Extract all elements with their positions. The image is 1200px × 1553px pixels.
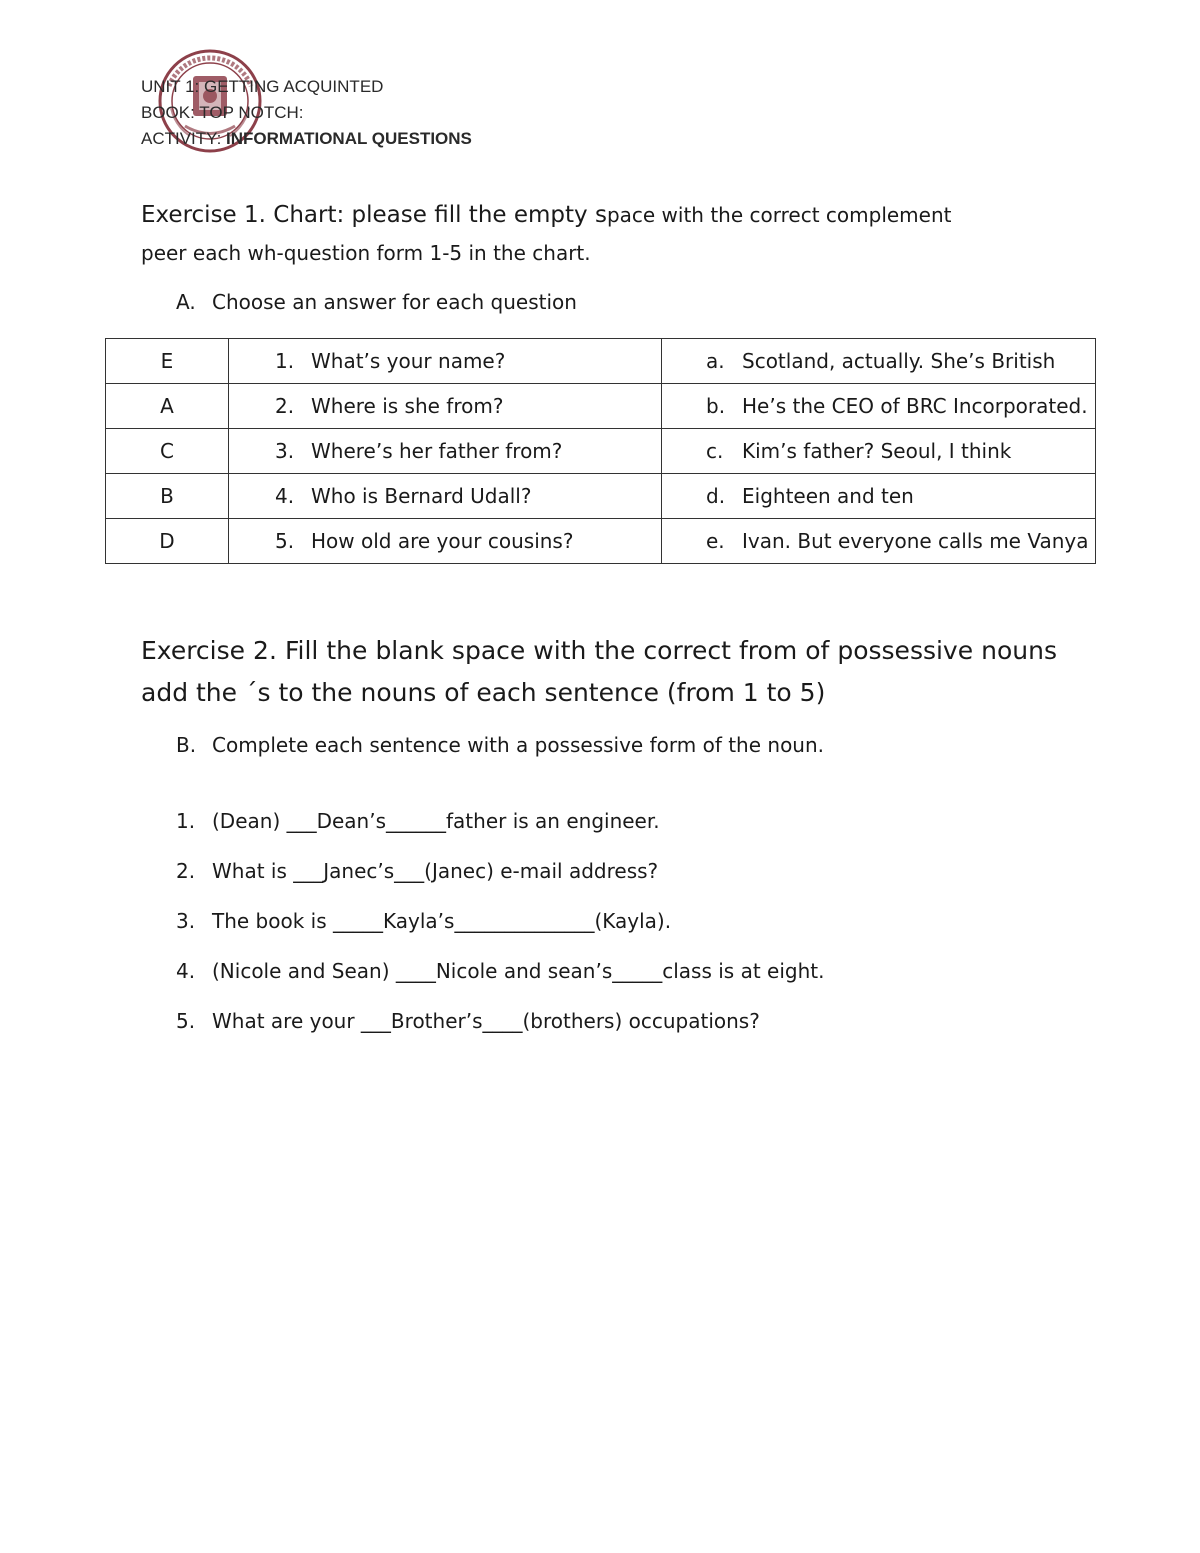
sentence-text: The book is _____Kayla’s______________(Kayla). [212, 909, 672, 933]
header-activity [141, 126, 741, 152]
sentence-text: What is ___Janec’s___(Janec) e-mail address? [212, 859, 659, 883]
header-activity-title: INFORMATIONAL QUESTIONS [226, 129, 472, 148]
chart-answer: E [160, 349, 174, 373]
section-b-label [176, 733, 824, 757]
chart-answer-cell [106, 519, 229, 564]
chart-option-text: Scotland, actually. She’s British [742, 349, 1056, 373]
chart-option-letter: a. [706, 349, 725, 373]
sentence-number: 4. [176, 959, 196, 983]
sentence-number: 2. [176, 859, 196, 883]
sentence-number: 3. [176, 909, 196, 933]
chart-question-number: 3. [275, 439, 295, 463]
chart-option-letter: e. [706, 529, 725, 553]
chart-option-letter: b. [706, 394, 726, 418]
chart-option-letter: c. [706, 439, 724, 463]
sentence-item [176, 956, 824, 1006]
chart-body [106, 339, 1096, 564]
chart-question-number: 2. [275, 394, 295, 418]
exercise1-title [141, 196, 1071, 272]
chart-option-cell [662, 429, 1096, 474]
chart-answer: A [160, 394, 174, 418]
section-b-letter: B. [176, 733, 197, 757]
chart-question-cell [229, 339, 662, 384]
chart-option-letter: d. [706, 484, 726, 508]
section-a-text: Choose an answer for each question [212, 290, 577, 314]
sentence-item [176, 906, 824, 956]
chart-question-text: How old are your cousins? [311, 529, 574, 553]
chart-option-text: Ivan. But everyone calls me Vanya [742, 529, 1089, 553]
exercise2-title: Exercise 2. Fill the blank space with the correct from of possessive nouns add the ´s to the nouns of each sentence (from 1 to 5) [141, 636, 1057, 707]
header-book: BOOK: TOP NOTCH: [141, 103, 304, 122]
chart-option-text: Kim’s father? Seoul, I think [742, 439, 1012, 463]
question-chart [105, 338, 1096, 564]
chart-row [106, 429, 1096, 474]
section-b-text: Complete each sentence with a possessive form of the noun. [212, 733, 825, 757]
section-a-letter: A. [176, 290, 196, 314]
sentence-item [176, 806, 824, 856]
chart-answer: D [159, 529, 175, 553]
chart-question-cell [229, 384, 662, 429]
section-a-label [176, 290, 577, 314]
header-block [141, 74, 741, 154]
chart-row [106, 339, 1096, 384]
header-activity-key: ACTIVITY: [141, 129, 227, 148]
chart-question-text: What’s your name? [311, 349, 506, 373]
sentence-text: (Dean) ___Dean’s______father is an engineer. [212, 809, 660, 833]
sentence-text: What are your ___Brother’s____(brothers) occupations? [212, 1009, 760, 1033]
chart-question-cell [229, 519, 662, 564]
chart-option-text: He’s the CEO of BRC Incorporated. [742, 394, 1088, 418]
chart-answer: B [160, 484, 174, 508]
chart-answer-cell [106, 429, 229, 474]
chart-question-text: Who is Bernard Udall? [311, 484, 532, 508]
chart-question-text: Where’s her father from? [311, 439, 563, 463]
chart-row [106, 384, 1096, 429]
sentence-item [176, 1006, 824, 1056]
sentence-number: 1. [176, 809, 196, 833]
chart-row [106, 474, 1096, 519]
chart-option-cell [662, 474, 1096, 519]
chart-question-number: 4. [275, 484, 295, 508]
chart-question-text: Where is she from? [311, 394, 504, 418]
chart-answer-cell [106, 474, 229, 519]
chart-row [106, 519, 1096, 564]
chart-option-cell [662, 384, 1096, 429]
exercise1-title-line2: peer each wh-question form 1-5 in the chart. [141, 241, 591, 265]
chart-option-text: Eighteen and ten [742, 484, 914, 508]
chart-question-number: 5. [275, 529, 295, 553]
chart-question-cell [229, 429, 662, 474]
chart-question-cell [229, 474, 662, 519]
sentence-text: (Nicole and Sean) ____Nicole and sean’s_____class is at eight. [212, 959, 825, 983]
chart-answer-cell [106, 339, 229, 384]
chart-answer-cell [106, 384, 229, 429]
sentence-item [176, 856, 824, 906]
sentence-number: 5. [176, 1009, 196, 1033]
header-unit: UNIT 1: GETTING ACQUINTED [141, 77, 384, 96]
chart-answer: C [160, 439, 174, 463]
chart-option-cell [662, 339, 1096, 384]
sentence-list [176, 806, 824, 1056]
chart-option-cell [662, 519, 1096, 564]
exercise1-title-main: Exercise 1. Chart: please fill the empty s [141, 202, 607, 228]
exercise1-title-rest: pace with the correct complement [606, 203, 952, 227]
chart-question-number: 1. [275, 349, 295, 373]
